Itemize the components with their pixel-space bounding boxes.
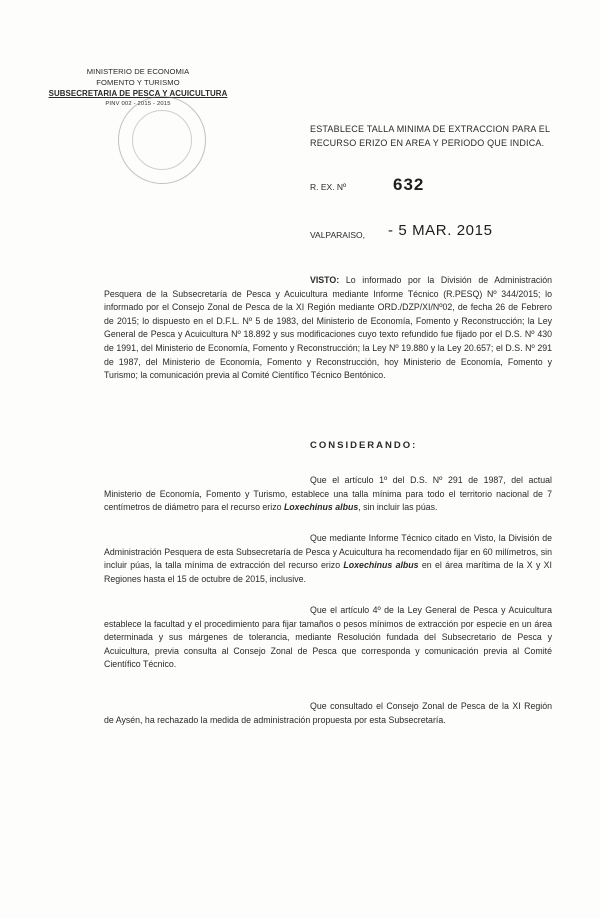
c2-text-b: en el área marítima de la X y XI Regiones hasta el 15 de octubre de 2015, inclusive. <box>104 560 552 584</box>
c1-species: Loxechinus albus <box>283 502 359 513</box>
official-seal-stamp <box>118 96 206 184</box>
considerando-paragraph-4 <box>104 700 552 727</box>
considerando-paragraph-2 <box>104 532 552 586</box>
c2-text-a: Que mediante Informe Técnico citado en Visto, la División de Administración Pesquera de esta Subsecretaría de Pesca y Acuicultura ha recomendado fijar en 60 milímetros, sin incluir púas, la talla mínima de extracción del recurso erizo <box>104 533 552 571</box>
header-reference: PINV 002 - 2015 - 2015 <box>105 101 171 107</box>
official-seal-inner-ring <box>132 110 192 170</box>
resolution-label: R. EX. Nº <box>310 182 347 192</box>
header-subsecretaria: SUBSECRETARIA DE PESCA Y ACUICULTURA <box>48 89 228 98</box>
resolution-number: 632 <box>393 175 425 194</box>
header-ministry-sub: FOMENTO Y TURISMO <box>96 78 180 87</box>
resolution-subject: ESTABLECE TALLA MINIMA DE EXTRACCION PARA EL RECURSO ERIZO EN AREA Y PERIODO QUE INDICA. <box>310 124 550 148</box>
considerando-paragraph-1 <box>104 474 552 515</box>
place-city: VALPARAISO, <box>310 230 365 240</box>
c1-text-b: , sin incluir las púas. <box>358 502 438 513</box>
considerando-heading: CONSIDERANDO: <box>310 440 418 451</box>
visto-lead: VISTO: <box>310 275 340 285</box>
c4-text: Que consultado el Consejo Zonal de Pesca de la XI Región de Aysén, ha rechazado la medida de administración propuesta por esta Subsecretaría. <box>104 701 552 725</box>
considerando-paragraph-3 <box>104 604 552 672</box>
header-ministry: MINISTERIO DE ECONOMIA <box>86 67 190 76</box>
c2-species: Loxechinus albus <box>343 560 419 571</box>
c3-text: Que el artículo 4º de la Ley General de Pesca y Acuicultura establece la facultad y el procedimiento para fijar tamaños o pesos mínimos de extracción por especie en un área determinada y sus márgenes de tolerancia, mediante Resolución fundada del Subsecretario de Pesca y Acuicultura, previa consulta al Consejo Zonal de Pesca que corresponda y comunicación previa al Comité Científico Técnico. <box>104 605 552 670</box>
visto-paragraph <box>104 274 552 383</box>
c1-text-a: Que el artículo 1º del D.S. Nº 291 de 1987, del actual Ministerio de Economía, Fomento y Turismo, establece una talla mínima para todo el territorio nacional de 7 centímetros de diámetro para el recurso erizo <box>104 475 552 513</box>
resolution-date: - 5 MAR. 2015 <box>388 222 493 239</box>
visto-text: Lo informado por la División de Administración Pesquera de la Subsecretaría de Pesca y Acuicultura mediante Informe Técnico (R.PESQ) Nº 344/2015; lo informado por el Consejo Zonal de Pesca de la XI Región mediante ORD./DZP/XI/Nº02, de fecha 26 de Febrero de 2015; lo dispuesto en el D.F.L. Nº 5 de 1983, del Ministerio de Economía, Fomento y Reconstrucción; la Ley General de Pesca y Acuicultura Nº 18.892 y sus modificaciones cuyo texto refundido fue fijado por el D.S. Nº 430 de 1991, del Ministerio de Economía, Fomento y Reconstrucción; la Ley Nº 19.880 y la Ley 20.657; el D.S. Nº 291 de 1987, del Ministerio de Economía, Fomento y Reconstrucción, hoy Ministerio de Economía, Fomento y Turismo; la comunicación previa al Comité Científico Técnico Bentónico. <box>104 275 552 381</box>
